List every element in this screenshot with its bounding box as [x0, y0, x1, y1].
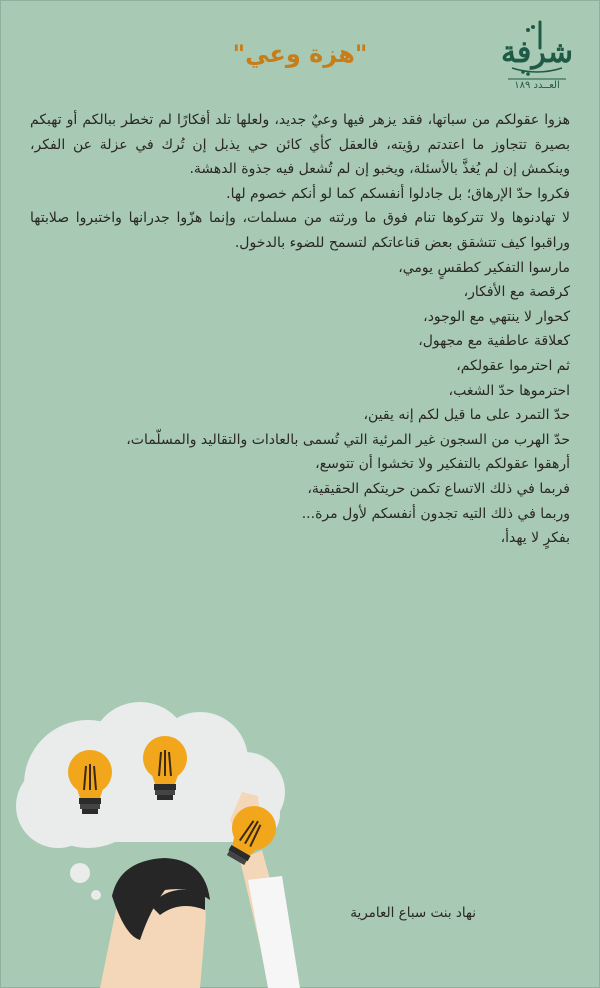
logo-text: شرفة	[500, 35, 574, 70]
author-name: نهاد بنت سباع العامرية	[350, 905, 476, 921]
thinking-illustration	[0, 700, 310, 988]
paragraph: ثم احترموا عقولكم،	[456, 357, 570, 374]
article-body	[30, 108, 570, 551]
paragraph: فكروا حدّ الإرهاق؛ بل جادلوا أنفسكم كما لو أنكم خصوم لها.	[226, 185, 570, 202]
paragraph: لا تهادنوها ولا تتركوها تنام فوق ما ورثته من مسلمات، وإنما هزّوا جدرانها واختبروا صلابتها وراقبوا كيف تتشقق بعض قناعاتكم لتسمح للضوء بالدخول.	[30, 210, 570, 251]
paragraph: فربما في ذلك الاتساع تكمن حريتكم الحقيقية،	[307, 480, 570, 497]
paragraph: كحوار لا ينتهي مع الوجود،	[423, 308, 570, 325]
paragraph: وربما في ذلك التيه تجدون أنفسكم لأول مرة...	[301, 505, 570, 522]
paragraph: كعلاقة عاطفية مع مجهول،	[418, 333, 570, 350]
issue-number: العــدد ١٨٩	[514, 80, 560, 91]
paragraph: بفكرٍ لا يهدأ،	[500, 530, 570, 547]
paragraph: مارسوا التفكير كطقسٍ يومي،	[398, 259, 570, 276]
paragraph: هزوا عقولكم من سباتها، فقد يزهر فيها وعيٌ جديد، ولعلها تلد أفكارًا لم تخطر ببالكم أو تهبكم بصيرة تتجاوز ما اعتدتم رؤيته، فالعقل كأي كائن حي يذبل إن تُرك في عزلة عن الفكر، وينكمش إن لم يُغذَّ بالأسئلة، ويخبو إن لم تُشعل فيه جذوة الدهشة.	[30, 112, 570, 178]
paragraph: احترموها حدّ الشغب،	[448, 382, 570, 399]
paragraph: أرهقوا عقولكم بالتفكير ولا تخشوا أن تتوسع،	[315, 456, 570, 473]
article-title: "هزة وعي"	[232, 40, 368, 68]
paragraph: حدّ التمرد على ما قيل لكم إنه يقين،	[363, 407, 570, 424]
paragraph: حدّ الهرب من السجون غير المرئية التي تُسمى بالعادات والتقاليد والمسلّمات،	[126, 431, 570, 448]
paragraph: كرقصة مع الأفكار،	[463, 284, 570, 301]
